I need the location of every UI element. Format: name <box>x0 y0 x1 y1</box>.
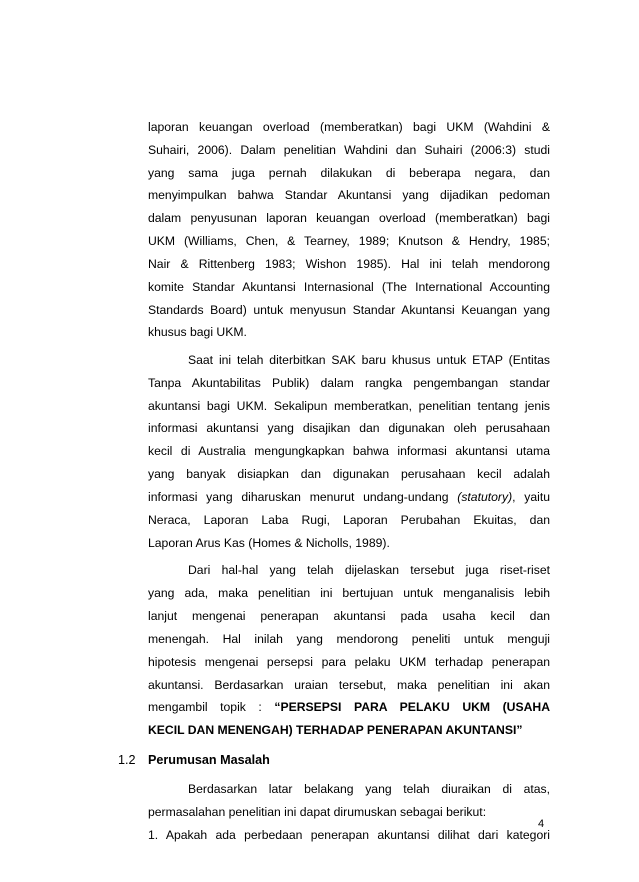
paragraph-line: dalam penyusunan laporan keuangan overload (memberatkan) bagi <box>148 211 550 225</box>
section-title: Perumusan Masalah <box>148 753 270 767</box>
paragraph-line <box>148 489 550 505</box>
text-run: mengambil topik : <box>148 700 262 714</box>
paragraph-line <box>148 699 550 715</box>
paragraph-line: Laporan Arus Kas (Homes & Nicholls, 1989). <box>148 536 390 550</box>
paragraph-line: Berdasarkan latar belakang yang telah diuraikan di atas, <box>188 782 550 796</box>
research-topic: KECIL DAN MENENGAH) TERHADAP PENERAPAN AKUNTANSI” <box>148 723 523 737</box>
paragraph-line: Saat ini telah diterbitkan SAK baru khusus untuk ETAP (Entitas <box>188 353 550 367</box>
paragraph-line: akuntansi bagi UKM. Sekalipun memberatkan, penelitian tentang jenis <box>148 399 550 413</box>
paragraph-line: menengah. Hal inilah yang mendorong peneliti untuk menguji <box>148 632 550 646</box>
paragraph-line: Neraca, Laporan Laba Rugi, Laporan Perubahan Ekuitas, dan <box>148 513 550 527</box>
paragraph-line: permasalahan penelitian ini dapat dirumuskan sebagai berikut: <box>148 805 487 819</box>
paragraph-line: lanjut mengenai penerapan akuntansi pada usaha kecil dan <box>148 609 550 623</box>
paragraph-line: Dari hal-hal yang telah dijelaskan tersebut juga riset-riset <box>188 563 550 577</box>
paragraph-line: komite Standar Akuntansi Internasional (The International Accounting <box>148 280 550 294</box>
research-topic: “PERSEPSI PARA PELAKU UKM (USAHA <box>274 700 551 714</box>
list-item: 1. Apakah ada perbedaan penerapan akuntansi dilihat dari kategori <box>148 828 550 842</box>
paragraph-line: yang banyak disiapkan dan digunakan perusahaan kecil adalah <box>148 467 550 481</box>
paragraph-line <box>148 722 550 738</box>
paragraph-line: hipotesis mengenai persepsi para pelaku UKM terhadap penerapan <box>148 655 550 669</box>
paragraph-line: laporan keuangan overload (memberatkan) bagi UKM (Wahdini & <box>148 120 550 134</box>
paragraph-line: Nair & Rittenberg 1983; Wishon 1985). Hal ini telah mendorong <box>148 257 550 271</box>
paragraph-line: menyimpulkan bahwa Standar Akuntansi yang dijadikan pedoman <box>148 188 550 202</box>
paragraph-line: Standards Board) untuk menyusun Standar Akuntansi Keuangan yang <box>148 303 550 317</box>
section-heading <box>118 753 270 767</box>
italic-term: (statutory) <box>457 490 513 504</box>
paragraph-line: informasi akuntansi yang disajikan dan digunakan oleh perusahaan <box>148 421 550 435</box>
text-run: , yaitu <box>512 490 550 504</box>
section-number: 1.2 <box>118 753 136 767</box>
text-run: informasi yang diharuskan menurut undang-undang <box>148 490 449 504</box>
paragraph-line: Tanpa Akuntabilitas Publik) dalam rangka pengembangan standar <box>148 376 550 390</box>
paragraph-line: khusus bagi UKM. <box>148 325 247 339</box>
paragraph-line: kecil di Australia mengungkapkan bahwa informasi akuntansi utama <box>148 444 550 458</box>
paragraph-line: akuntansi. Berdasarkan uraian tersebut, maka penelitian ini akan <box>148 678 550 692</box>
paragraph-line: Suhairi, 2006). Dalam penelitian Wahdini dan Suhairi (2006:3) studi <box>148 143 550 157</box>
paragraph-line: yang sama juga pernah dilakukan di beberapa negara, dan <box>148 166 550 180</box>
paragraph-line: yang ada, maka penelitian ini bertujuan untuk menganalisis lebih <box>148 586 550 600</box>
paragraph-line: UKM (Williams, Chen, & Tearney, 1989; Knutson & Hendry, 1985; <box>148 234 550 248</box>
page-number: 4 <box>538 818 545 830</box>
